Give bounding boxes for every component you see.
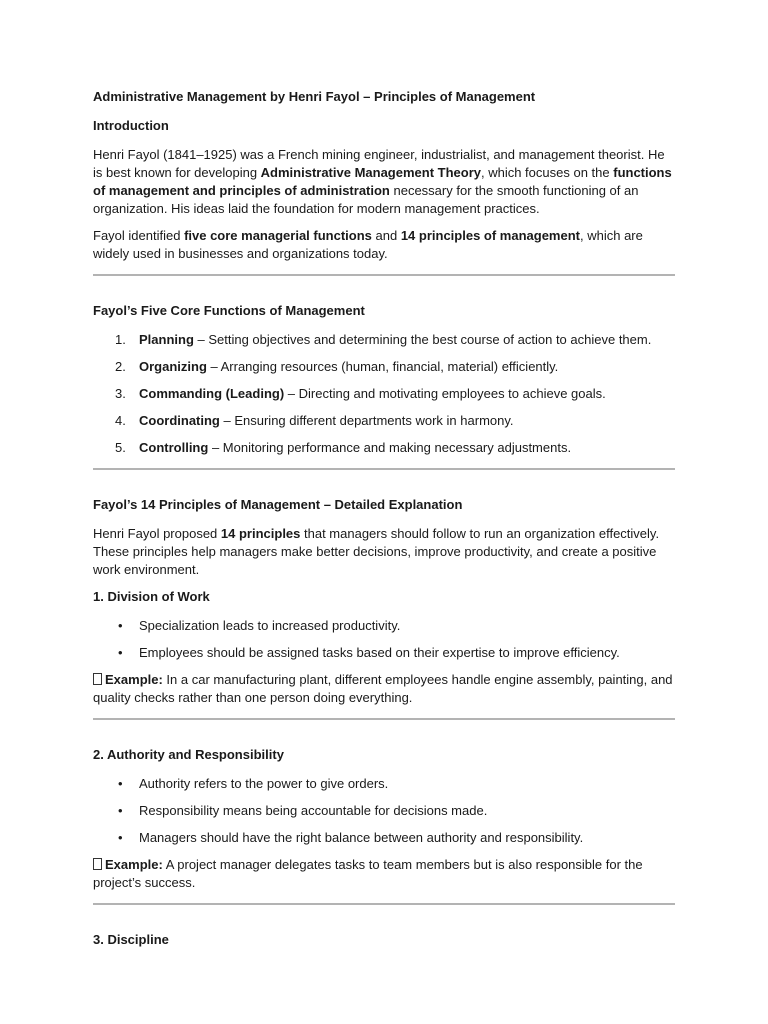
principle-1-bullets [93,617,675,662]
example-icon [93,858,102,870]
list-item: 2. Organizing – Arranging resources (human, financial, material) efficiently. [115,359,559,374]
principles-heading: Fayol’s 14 Principles of Management – Detailed Explanation [93,497,463,512]
intro-heading: Introduction [93,118,169,133]
principle-2-bullets [93,775,675,847]
list-item: 5. Controlling – Monitoring performance and making necessary adjustments. [115,440,572,455]
principle-3-heading: 3. Discipline [93,932,169,947]
document-title: Administrative Management by Henri Fayol – Principles of Management [93,89,536,104]
principle-2-heading: 2. Authority and Responsibility [93,747,284,762]
principle-1-example: Example: In a car manufacturing plant, different employees handle engine assembly, painting, and quality checks rather than one person doing everything. [93,672,673,705]
intro-paragraph-1: Henri Fayol (1841–1925) was a French mining engineer, industrialist, and management theorist. He is best known for developing Administrative Management Theory, which focuses on the functions of management and principles of administration necessary for the smooth functioning of an organization. His ideas laid the foundation for modern management practices. [93,147,672,216]
list-item: 4. Coordinating – Ensuring different departments work in harmony. [115,413,514,428]
functions-heading: Fayol’s Five Core Functions of Management [93,303,365,318]
intro-paragraph-2: Fayol identified five core managerial functions and 14 principles of management, which are widely used in businesses and organizations today. [93,228,643,261]
functions-list [93,331,675,457]
principle-1-heading: 1. Division of Work [93,589,210,604]
list-item: • Employees should be assigned tasks based on their expertise to improve efficiency. [118,645,620,660]
list-item: 1. Planning – Setting objectives and determining the best course of action to achieve them. [115,332,652,347]
list-item: • Managers should have the right balance between authority and responsibility. [118,830,584,845]
list-item: • Authority refers to the power to give orders. [118,776,389,791]
section-divider [93,718,675,720]
list-item: 3. Commanding (Leading) – Directing and motivating employees to achieve goals. [115,386,606,401]
principles-intro: Henri Fayol proposed 14 principles that managers should follow to run an organization effectively. These principles help managers make better decisions, improve productivity, and create a positive work environment. [93,526,660,577]
section-divider [93,468,675,470]
section-divider [93,903,675,905]
principle-2-example: Example: A project manager delegates tasks to team members but is also responsible for the project’s success. [93,857,643,890]
example-icon [93,673,102,685]
section-divider [93,274,675,276]
list-item: • Responsibility means being accountable for decisions made. [118,803,488,818]
list-item: • Specialization leads to increased productivity. [118,618,401,633]
